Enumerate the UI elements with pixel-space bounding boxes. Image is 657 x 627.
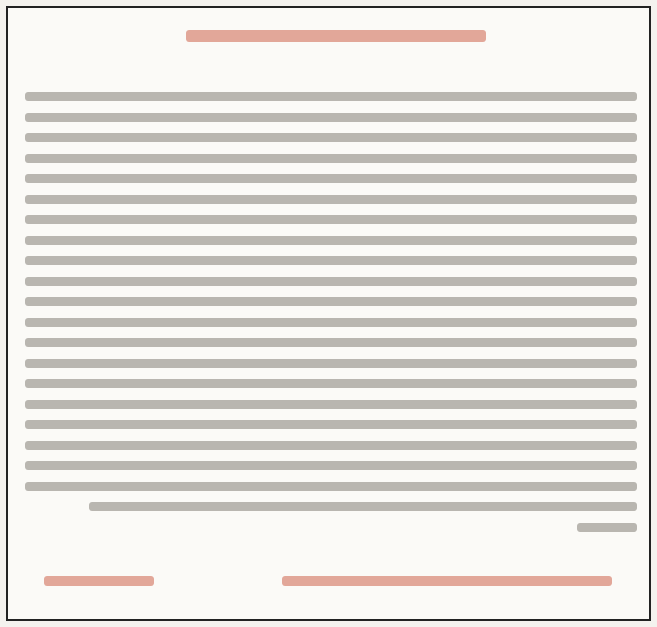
text-line-placeholder bbox=[25, 441, 637, 450]
text-line-placeholder bbox=[25, 482, 637, 491]
notice-reference bbox=[34, 566, 164, 596]
text-line-placeholder bbox=[25, 379, 637, 388]
text-line-placeholder bbox=[25, 92, 637, 101]
text-line-placeholder bbox=[25, 236, 637, 245]
text-line-placeholder bbox=[25, 318, 637, 327]
notice-body bbox=[25, 86, 637, 548]
text-line-placeholder bbox=[25, 461, 637, 470]
title-placeholder bbox=[186, 30, 486, 42]
text-line-placeholder bbox=[25, 113, 637, 122]
notice-signoff bbox=[18, 566, 639, 596]
text-line-placeholder bbox=[25, 420, 637, 429]
text-line-placeholder bbox=[25, 256, 637, 265]
text-line-placeholder bbox=[577, 523, 637, 532]
text-line-placeholder bbox=[25, 215, 637, 224]
text-line-placeholder bbox=[25, 338, 637, 347]
text-line-placeholder bbox=[25, 277, 637, 286]
notice-title bbox=[8, 18, 649, 52]
text-line-placeholder bbox=[25, 133, 637, 142]
notice-frame bbox=[6, 6, 651, 621]
text-line-placeholder bbox=[25, 297, 637, 306]
notice-issuer bbox=[267, 566, 627, 596]
text-line-placeholder bbox=[25, 400, 637, 409]
text-line-placeholder bbox=[25, 359, 637, 368]
reference-placeholder bbox=[44, 576, 154, 586]
text-line-placeholder bbox=[25, 154, 637, 163]
issuer-placeholder bbox=[282, 576, 612, 586]
text-line-placeholder bbox=[25, 174, 637, 183]
text-line-placeholder bbox=[89, 502, 637, 511]
text-line-placeholder bbox=[25, 195, 637, 204]
